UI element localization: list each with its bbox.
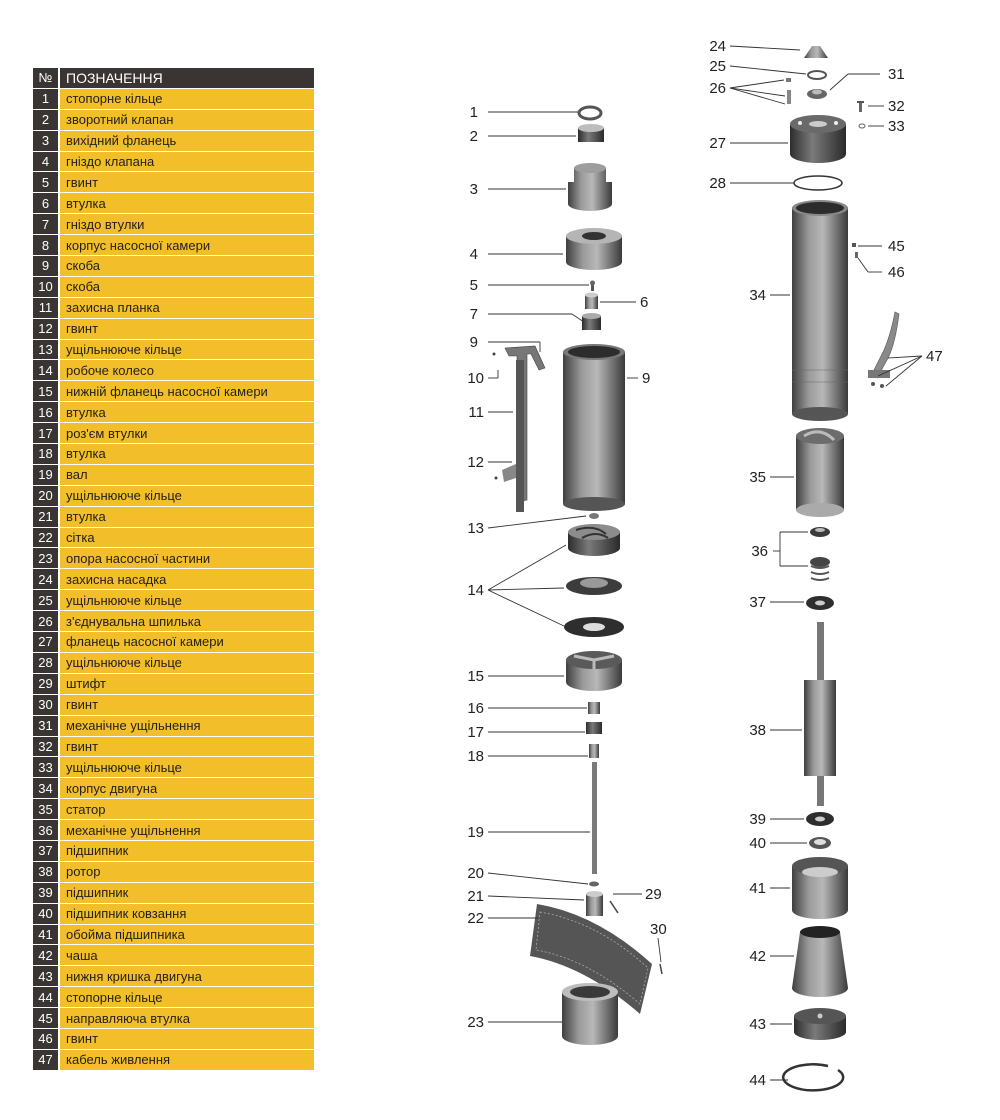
legend-row-num: 26: [33, 611, 60, 631]
legend-row-name: ущільнююче кільце: [60, 590, 314, 610]
legend-row-num: 16: [33, 402, 60, 422]
callout-43: 43: [749, 1016, 766, 1033]
legend-row-num: 38: [33, 862, 60, 882]
callout-29: 29: [645, 886, 662, 903]
legend-row-num: 45: [33, 1008, 60, 1028]
callout-26: 26: [709, 80, 726, 97]
legend-row-num: 29: [33, 674, 60, 694]
legend-row-num: 13: [33, 340, 60, 360]
legend-row-name: ротор: [60, 862, 314, 882]
part-seal-ring-33: [859, 124, 865, 128]
part-screw-32: [857, 101, 864, 112]
part-motor-housing-34: [792, 200, 848, 421]
legend-row-name: гвинт: [60, 737, 314, 757]
legend-row-name: підшипник: [60, 841, 314, 861]
legend-header-num: №: [33, 68, 60, 88]
part-cup-42: [792, 926, 848, 997]
legend-row-num: 1: [33, 89, 60, 109]
callout-4: 4: [469, 246, 478, 263]
legend-row-name: корпус насосної камери: [60, 235, 314, 255]
legend-row-name: штифт: [60, 674, 314, 694]
callout-36: 36: [751, 543, 768, 560]
part-seal-ring-28: [794, 176, 842, 190]
part-bearing-39: [806, 812, 834, 826]
legend-row-name: втулка: [60, 507, 314, 527]
legend-row-name: втулка: [60, 402, 314, 422]
callout-12: 12: [467, 454, 484, 471]
part-impellers-14: [564, 524, 624, 637]
legend-row-name: механічне ущільнення: [60, 716, 314, 736]
callout-2: 2: [469, 128, 478, 145]
legend-header-name: ПОЗНАЧЕННЯ: [60, 68, 314, 88]
legend-row-num: 11: [33, 298, 60, 318]
legend-row-num: 46: [33, 1029, 60, 1049]
legend-row-num: 21: [33, 507, 60, 527]
legend-row-name: ущільнююче кільце: [60, 653, 314, 673]
callout-24: 24: [709, 38, 726, 55]
callout-6: 6: [640, 294, 649, 311]
callout-45: 45: [888, 238, 905, 255]
callout-32: 32: [888, 98, 905, 115]
callout-30: 30: [650, 921, 667, 938]
legend-row-name: статор: [60, 799, 314, 819]
legend-row-num: 33: [33, 757, 60, 777]
legend-row-num: 14: [33, 360, 60, 380]
callout-28: 28: [709, 175, 726, 192]
callout-20: 20: [467, 865, 484, 882]
part-bushing-21: [586, 891, 603, 916]
callout-37: 37: [749, 594, 766, 611]
legend-row-num: 36: [33, 820, 60, 840]
legend-row-num: 2: [33, 110, 60, 130]
part-guide-bushing-45-46: [852, 243, 858, 258]
callout-3: 3: [469, 181, 478, 198]
part-guard-bracket: [493, 346, 546, 512]
legend-row-num: 17: [33, 423, 60, 443]
legend-row-name: скоба: [60, 277, 314, 297]
legend-row-num: 22: [33, 528, 60, 548]
part-outlet-flange-3: [568, 163, 612, 211]
part-stator-35: [796, 428, 844, 517]
part-seal-ring-20: [589, 882, 599, 887]
callout-7: 7: [469, 306, 478, 323]
callout-23: 23: [467, 1014, 484, 1031]
callout-5: 5: [469, 277, 478, 294]
callout-25: 25: [709, 58, 726, 75]
part-mech-seal-36: [810, 527, 830, 580]
callout-42: 42: [749, 948, 766, 965]
legend-row-num: 12: [33, 319, 60, 339]
legend-row-name: стопорне кільце: [60, 89, 314, 109]
legend-row-num: 18: [33, 444, 60, 464]
legend-row-num: 24: [33, 569, 60, 589]
part-mech-seal-31: [807, 89, 827, 99]
legend-row-num: 35: [33, 799, 60, 819]
callout-38: 38: [749, 722, 766, 739]
legend-row-name: чаша: [60, 945, 314, 965]
legend-row-name: гвинт: [60, 172, 314, 192]
legend-row-num: 7: [33, 214, 60, 234]
callout-9-right: 9: [642, 370, 651, 387]
legend-row-num: 43: [33, 966, 60, 986]
legend-row-num: 41: [33, 925, 60, 945]
legend-row-name: гвинт: [60, 1029, 314, 1049]
legend-row-name: захисна планка: [60, 298, 314, 318]
legend-row-num: 5: [33, 172, 60, 192]
legend-row-num: 32: [33, 737, 60, 757]
callout-34: 34: [749, 287, 766, 304]
legend-row-name: опора насосної частини: [60, 548, 314, 568]
legend-row-name: втулка: [60, 444, 314, 464]
callout-10: 10: [467, 370, 484, 387]
legend-row-name: ущільнююче кільце: [60, 340, 314, 360]
legend-row-num: 8: [33, 235, 60, 255]
callout-41: 41: [749, 880, 766, 897]
callout-15: 15: [467, 668, 484, 685]
legend-row-name: фланець насосної камери: [60, 632, 314, 652]
callout-9-left: 9: [469, 334, 478, 351]
part-pump-support-23: [562, 983, 618, 1045]
callout-27: 27: [709, 135, 726, 152]
legend-row-num: 28: [33, 653, 60, 673]
part-valve-seat-4: [566, 228, 622, 270]
legend-row-num: 9: [33, 256, 60, 276]
legend-row-num: 25: [33, 590, 60, 610]
part-check-valve-2: [578, 124, 604, 142]
legend-row-name: робоче колесо: [60, 360, 314, 380]
legend-row-num: 3: [33, 131, 60, 151]
legend-row-num: 19: [33, 465, 60, 485]
legend-row-num: 34: [33, 778, 60, 798]
legend-row-num: 23: [33, 548, 60, 568]
part-retaining-ring-1: [579, 107, 601, 119]
legend-row-num: 30: [33, 695, 60, 715]
legend-row-name: ущільнююче кільце: [60, 486, 314, 506]
part-bushings-16-18: [586, 702, 602, 758]
legend-row-name: ущільнююче кільце: [60, 757, 314, 777]
callout-21: 21: [467, 888, 484, 905]
legend-row-name: гвинт: [60, 695, 314, 715]
legend-row-name: гвинт: [60, 319, 314, 339]
legend-row-name: зворотний клапан: [60, 110, 314, 130]
legend-row-num: 47: [33, 1050, 60, 1070]
legend-row-num: 31: [33, 716, 60, 736]
legend-row-num: 39: [33, 883, 60, 903]
legend-row-name: захисна насадка: [60, 569, 314, 589]
legend-row-name: роз'єм втулки: [60, 423, 314, 443]
part-bushing-seat-7: [582, 313, 601, 330]
legend-row-name: нижній фланець насосної камери: [60, 381, 314, 401]
callout-18: 18: [467, 748, 484, 765]
part-rotor-38: [804, 622, 836, 806]
part-lower-flange-15: [566, 651, 622, 691]
callout-16: 16: [467, 700, 484, 717]
legend-row-num: 27: [33, 632, 60, 652]
part-power-cable-47: [868, 312, 899, 388]
legend-row-num: 10: [33, 277, 60, 297]
callout-1: 1: [469, 104, 478, 121]
legend-row-num: 6: [33, 193, 60, 213]
callout-22: 22: [467, 910, 484, 927]
legend-row-num: 42: [33, 945, 60, 965]
legend-row-name: нижня кришка двигуна: [60, 966, 314, 986]
callout-31: 31: [888, 66, 905, 83]
legend-row-name: підшипник ковзання: [60, 904, 314, 924]
callout-14: 14: [467, 582, 484, 599]
part-seal-ring-13: [589, 513, 599, 519]
callout-46: 46: [888, 264, 905, 281]
legend-row-name: гніздо втулки: [60, 214, 314, 234]
legend-row-name: з'єднувальна шпилька: [60, 611, 314, 631]
legend-row-name: кабель живлення: [60, 1050, 314, 1070]
legend-row-num: 44: [33, 987, 60, 1007]
callout-13: 13: [467, 520, 484, 537]
legend-row-num: 20: [33, 486, 60, 506]
callout-39: 39: [749, 811, 766, 828]
part-shaft-19: [592, 762, 597, 874]
callout-35: 35: [749, 469, 766, 486]
part-bearing-37: [806, 596, 834, 610]
part-plain-bearing-40: [809, 837, 831, 849]
legend-row-num: 15: [33, 381, 60, 401]
legend-row-name: стопорне кільце: [60, 987, 314, 1007]
legend-row-name: направляюча втулка: [60, 1008, 314, 1028]
part-studs-26: [786, 78, 791, 104]
part-retaining-ring-44: [783, 1064, 843, 1090]
part-seal-ring-25: [808, 71, 826, 79]
part-motor-bottom-cover-43: [794, 1008, 846, 1040]
legend-row-name: сітка: [60, 528, 314, 548]
legend-row-name: механічне ущільнення: [60, 820, 314, 840]
legend-row-num: 4: [33, 152, 60, 172]
legend-row-name: корпус двигуна: [60, 778, 314, 798]
callout-19: 19: [467, 824, 484, 841]
callout-17: 17: [467, 724, 484, 741]
part-pump-flange-27: [790, 115, 846, 163]
callout-11: 11: [468, 404, 484, 421]
callout-33: 33: [888, 118, 905, 135]
callout-47: 47: [926, 348, 943, 365]
part-bearing-housing-41: [792, 857, 848, 919]
callout-44: 44: [749, 1072, 766, 1089]
part-bushing-6: [585, 293, 598, 310]
legend-row-name: вихідний фланець: [60, 131, 314, 151]
legend-row-num: 40: [33, 904, 60, 924]
legend-row-name: підшипник: [60, 883, 314, 903]
legend-row-name: скоба: [60, 256, 314, 276]
legend-row-num: 37: [33, 841, 60, 861]
part-screw-5: [590, 281, 595, 292]
part-pump-chamber-housing-8: [563, 344, 625, 511]
callout-40: 40: [749, 835, 766, 852]
part-protective-cap-24: [804, 46, 828, 58]
legend-row-name: обойма підшипника: [60, 925, 314, 945]
legend-row-name: втулка: [60, 193, 314, 213]
legend-row-name: гніздо клапана: [60, 152, 314, 172]
legend-row-name: вал: [60, 465, 314, 485]
